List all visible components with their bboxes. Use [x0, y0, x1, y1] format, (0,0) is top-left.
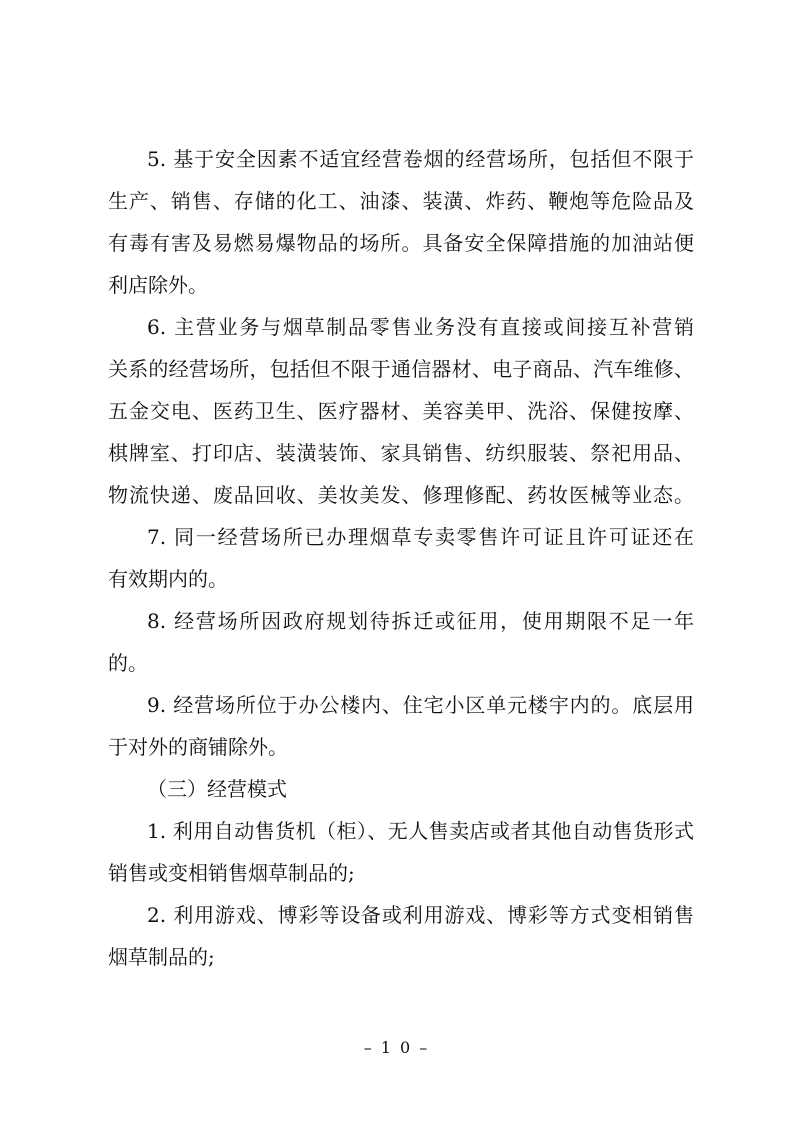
paragraph-7-line-2: 有效期内的。 [108, 567, 228, 591]
item-2-line-1: 2. 利用游戏、博彩等设备或利用游戏、博彩等方式变相销售 [147, 903, 694, 927]
item-1-line-1: 1. 利用自动售货机（柜）、无人售卖店或者其他自动售货形式 [147, 819, 694, 843]
paragraph-5-line-4: 利店除外。 [108, 273, 208, 297]
paragraph-5-line-2: 生产、销售、存储的化工、油漆、装潢、炸药、鞭炮等危险品及 [108, 189, 694, 213]
section-heading: （三）经营模式 [147, 777, 287, 801]
paragraph-6-line-4: 棋牌室、打印店、装潢装饰、家具销售、纺织服装、祭祀用品、 [108, 441, 694, 465]
paragraph-9-line-1: 9. 经营场所位于办公楼内、住宅小区单元楼宇内的。底层用 [147, 693, 694, 717]
paragraph-7-line-1: 7. 同一经营场所已办理烟草专卖零售许可证且许可证还在 [147, 525, 694, 549]
paragraph-6-line-1: 6. 主营业务与烟草制品零售业务没有直接或间接互补营销 [147, 315, 694, 339]
paragraph-6-line-2: 关系的经营场所，包括但不限于通信器材、电子商品、汽车维修、 [108, 357, 694, 381]
paragraph-5-line-3: 有毒有害及易燃易爆物品的场所。具备安全保障措施的加油站便 [108, 231, 694, 255]
item-1-line-2: 销售或变相销售烟草制品的; [108, 861, 355, 885]
item-2-line-2: 烟草制品的; [108, 945, 215, 969]
paragraph-9-line-2: 于对外的商铺除外。 [108, 735, 288, 759]
paragraph-8-line-2: 的。 [108, 651, 148, 675]
paragraph-6-line-3: 五金交电、医药卫生、医疗器材、美容美甲、洗浴、保健按摩、 [108, 399, 694, 423]
page-number: – 1 0 – [363, 1038, 430, 1057]
paragraph-6-line-5: 物流快递、废品回收、美妆美发、修理修配、药妆医械等业态。 [108, 483, 694, 507]
paragraph-5-line-1: 5. 基于安全因素不适宜经营卷烟的经营场所，包括但不限于 [147, 147, 694, 171]
paragraph-8-line-1: 8. 经营场所因政府规划待拆迁或征用，使用期限不足一年 [147, 609, 694, 633]
